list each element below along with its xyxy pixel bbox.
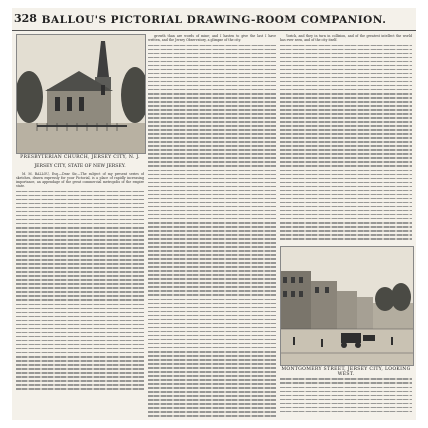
- newspaper-page: [12, 8, 416, 420]
- article-byline: M. M. BALLOU, Esq.—Dear Sir,—The subject of my present series of sketches, drawn expressly for your Pictorial, is a place of rapidly increasing importance, an appendage of the great commercial metropolis of the empire state.: [16, 172, 144, 189]
- street-engraving: [281, 247, 413, 365]
- right-column-text: [280, 34, 412, 242]
- church-engraving: [17, 35, 145, 153]
- page-header: [12, 8, 416, 31]
- church-caption: PRESBYTERIAN CHURCH, JERSEY CITY, N. J.: [20, 155, 140, 160]
- street-caption: MONTGOMERY STREET, JERSEY CITY, LOOKING WEST.: [281, 367, 411, 377]
- street-illustration: [280, 246, 414, 366]
- page-number: 328: [14, 12, 37, 25]
- left-column-text: [16, 172, 144, 418]
- middle-column-lines: [148, 45, 276, 418]
- article-heading: JERSEY CITY, STATE OF NEW JERSEY.: [34, 164, 126, 169]
- mid-first-paragraph: growth than are words of mine; and I hasten to give the last I have written, and the Jersey Observatory, a glimpse of the city.: [148, 34, 276, 43]
- right-column-tail: [280, 376, 412, 418]
- church-illustration: [16, 34, 146, 154]
- middle-column-text: [148, 34, 276, 418]
- running-title: BALLOU'S PICTORIAL DRAWING-ROOM COMPANION.: [41, 14, 387, 26]
- right-first-paragraph: Yorick, and they in turn in collision, and of the greatest intellect the world has ever seen, and of the city itself.: [280, 34, 412, 43]
- right-column-lines: [280, 45, 412, 242]
- left-column-lines: [16, 191, 144, 390]
